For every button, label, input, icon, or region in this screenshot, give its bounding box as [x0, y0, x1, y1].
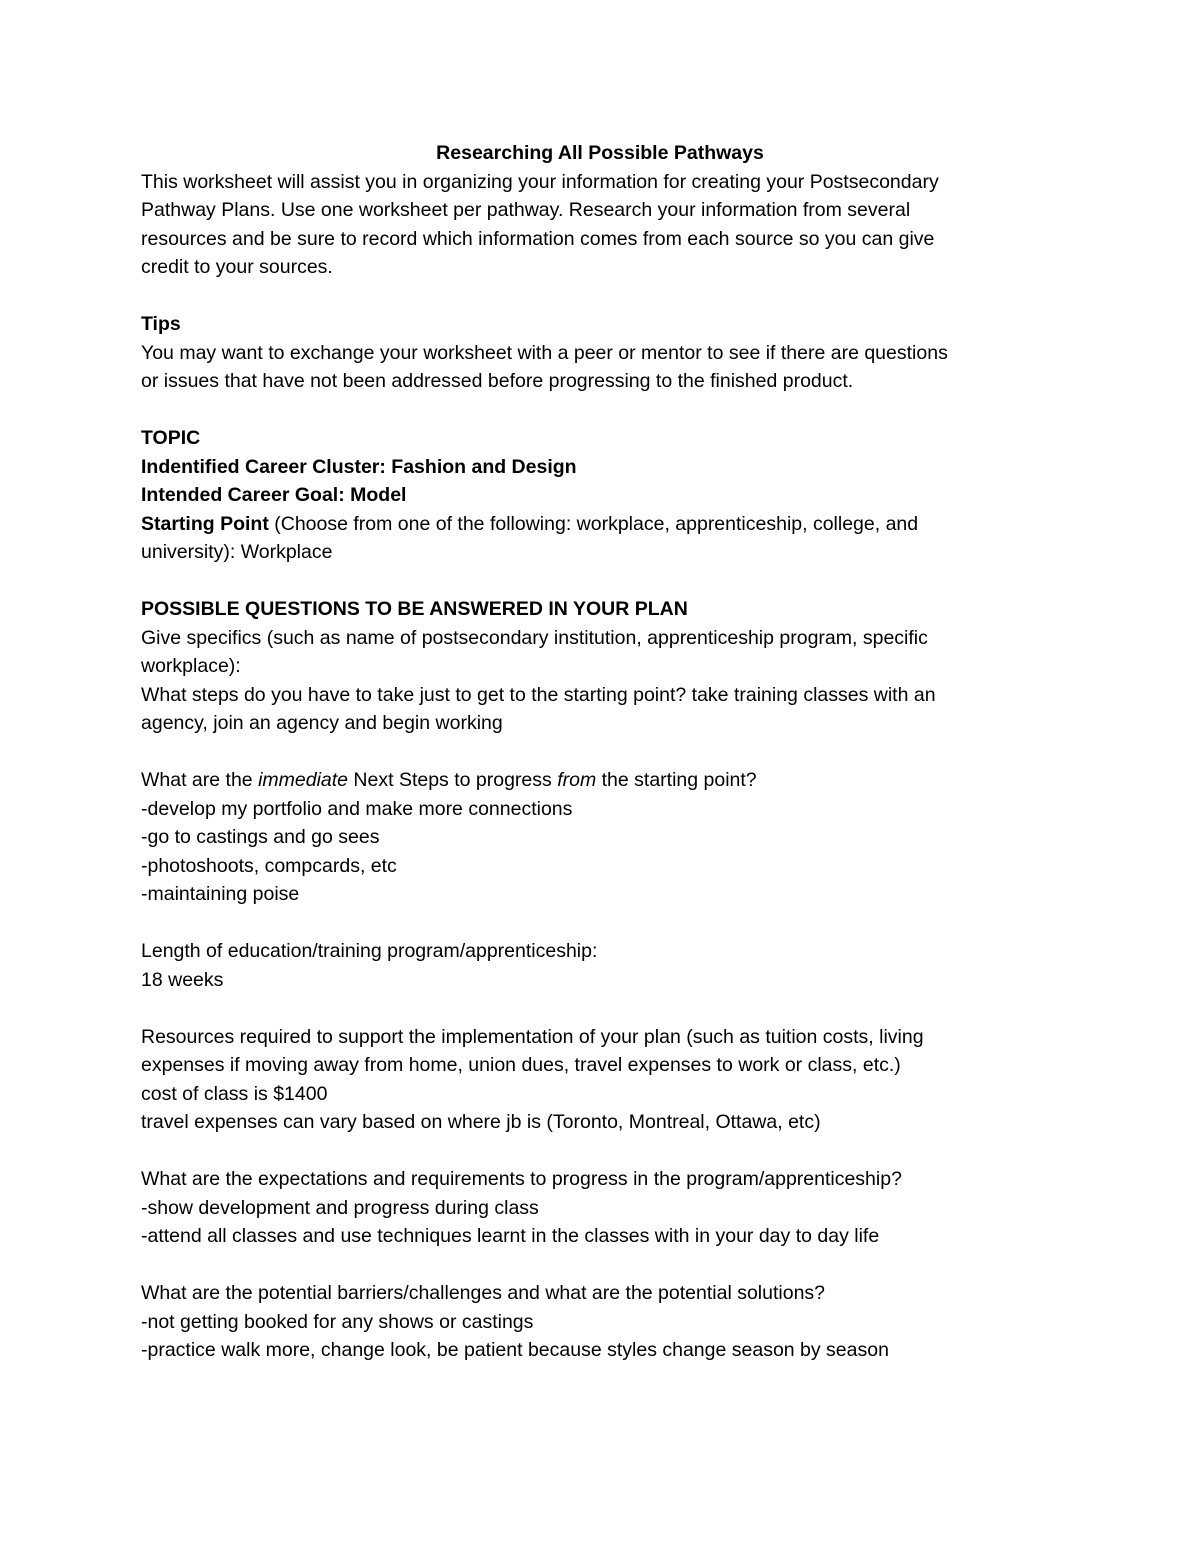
barriers-question: What are the potential barriers/challenges and what are the potential solutions?: [141, 1282, 826, 1304]
next-steps-list: [141, 795, 1041, 909]
intro-line: This worksheet will assist you in organizing your information for creating your Postsecondary: [141, 170, 939, 193]
steps-line: agency, join an agency and begin working: [141, 712, 503, 734]
spacer: [141, 1137, 1041, 1166]
next-steps-emphasis-from: from: [557, 769, 597, 791]
next-steps-question: [141, 766, 1041, 795]
barriers-list: [141, 1308, 1041, 1365]
expectations-list: [141, 1194, 1041, 1251]
next-steps-suffix: the starting point?: [596, 769, 757, 791]
resources-answers: [141, 1080, 1041, 1137]
career-cluster: Indentified Career Cluster: Fashion and Design: [141, 455, 577, 478]
tips-heading: Tips: [141, 313, 181, 335]
steps-question: [141, 681, 1041, 738]
tips-paragraph: [141, 339, 1041, 396]
resources-line: Resources required to support the implementation of your plan (such as tuition costs, living: [141, 1025, 924, 1048]
specifics-line: Give specifics (such as name of postsecondary institution, apprenticeship program, specific: [141, 626, 928, 649]
document-page: [141, 139, 1041, 1365]
length-answer: 18 weeks: [141, 968, 224, 991]
spacer: [141, 396, 1041, 425]
spacer: [141, 738, 1041, 767]
spacer: [141, 909, 1041, 938]
resources-answer: travel expenses can vary based on where jb is (Toronto, Montreal, Ottawa, etc): [141, 1111, 821, 1133]
intro-line: credit to your sources.: [141, 256, 333, 278]
specifics-line: workplace):: [141, 655, 241, 677]
list-item: -develop my portfolio and make more connections: [141, 797, 573, 820]
tips-line: You may want to exchange your worksheet with a peer or mentor to see if there are questions: [141, 341, 948, 364]
starting-point: [141, 510, 1041, 567]
list-item: -attend all classes and use techniques learnt in the classes with in your day to day life: [141, 1225, 880, 1247]
intro-line: Pathway Plans. Use one worksheet per pathway. Research your information from several: [141, 199, 911, 221]
specifics-prompt: [141, 624, 1041, 681]
list-item: -practice walk more, change look, be patient because styles change season by season: [141, 1339, 889, 1361]
intro-paragraph: [141, 168, 1041, 282]
starting-point-answer: university): Workplace: [141, 541, 333, 563]
list-item: -not getting booked for any shows or castings: [141, 1310, 534, 1333]
intro-line: resources and be sure to record which information comes from each source so you can give: [141, 227, 935, 250]
spacer: [141, 567, 1041, 596]
list-item: -maintaining poise: [141, 883, 300, 905]
topic-heading: TOPIC: [141, 427, 201, 449]
starting-point-line: [141, 510, 1041, 539]
resources-line: expenses if moving away from home, union dues, travel expenses to work or class, etc.): [141, 1054, 901, 1076]
tips-line: or issues that have not been addressed before progressing to the finished product.: [141, 370, 854, 392]
starting-point-label: Starting Point: [141, 512, 269, 535]
document-title: Researching All Possible Pathways: [436, 142, 764, 164]
starting-point-instructions: (Choose from one of the following: workplace, apprenticeship, college, and: [268, 512, 919, 535]
next-steps-prefix: What are the: [141, 769, 259, 791]
list-item: -go to castings and go sees: [141, 826, 380, 848]
spacer: [141, 994, 1041, 1023]
length-question: Length of education/training program/apprenticeship:: [141, 940, 598, 962]
next-steps-middle: Next Steps to progress: [348, 769, 558, 791]
list-item: -photoshoots, compcards, etc: [141, 854, 397, 877]
next-steps-emphasis-immediate: immediate: [258, 769, 349, 791]
resources-answer: cost of class is $1400: [141, 1082, 328, 1105]
questions-heading: POSSIBLE QUESTIONS TO BE ANSWERED IN YOUR PLAN: [141, 598, 688, 620]
career-goal: Intended Career Goal: Model: [141, 484, 407, 506]
expectations-question: What are the expectations and requirements to progress in the program/apprenticeship?: [141, 1168, 902, 1190]
spacer: [141, 282, 1041, 311]
steps-line: What steps do you have to take just to get to the starting point? take training classes with an: [141, 683, 936, 706]
spacer: [141, 1251, 1041, 1280]
resources-question: [141, 1023, 1041, 1080]
list-item: -show development and progress during class: [141, 1196, 539, 1219]
